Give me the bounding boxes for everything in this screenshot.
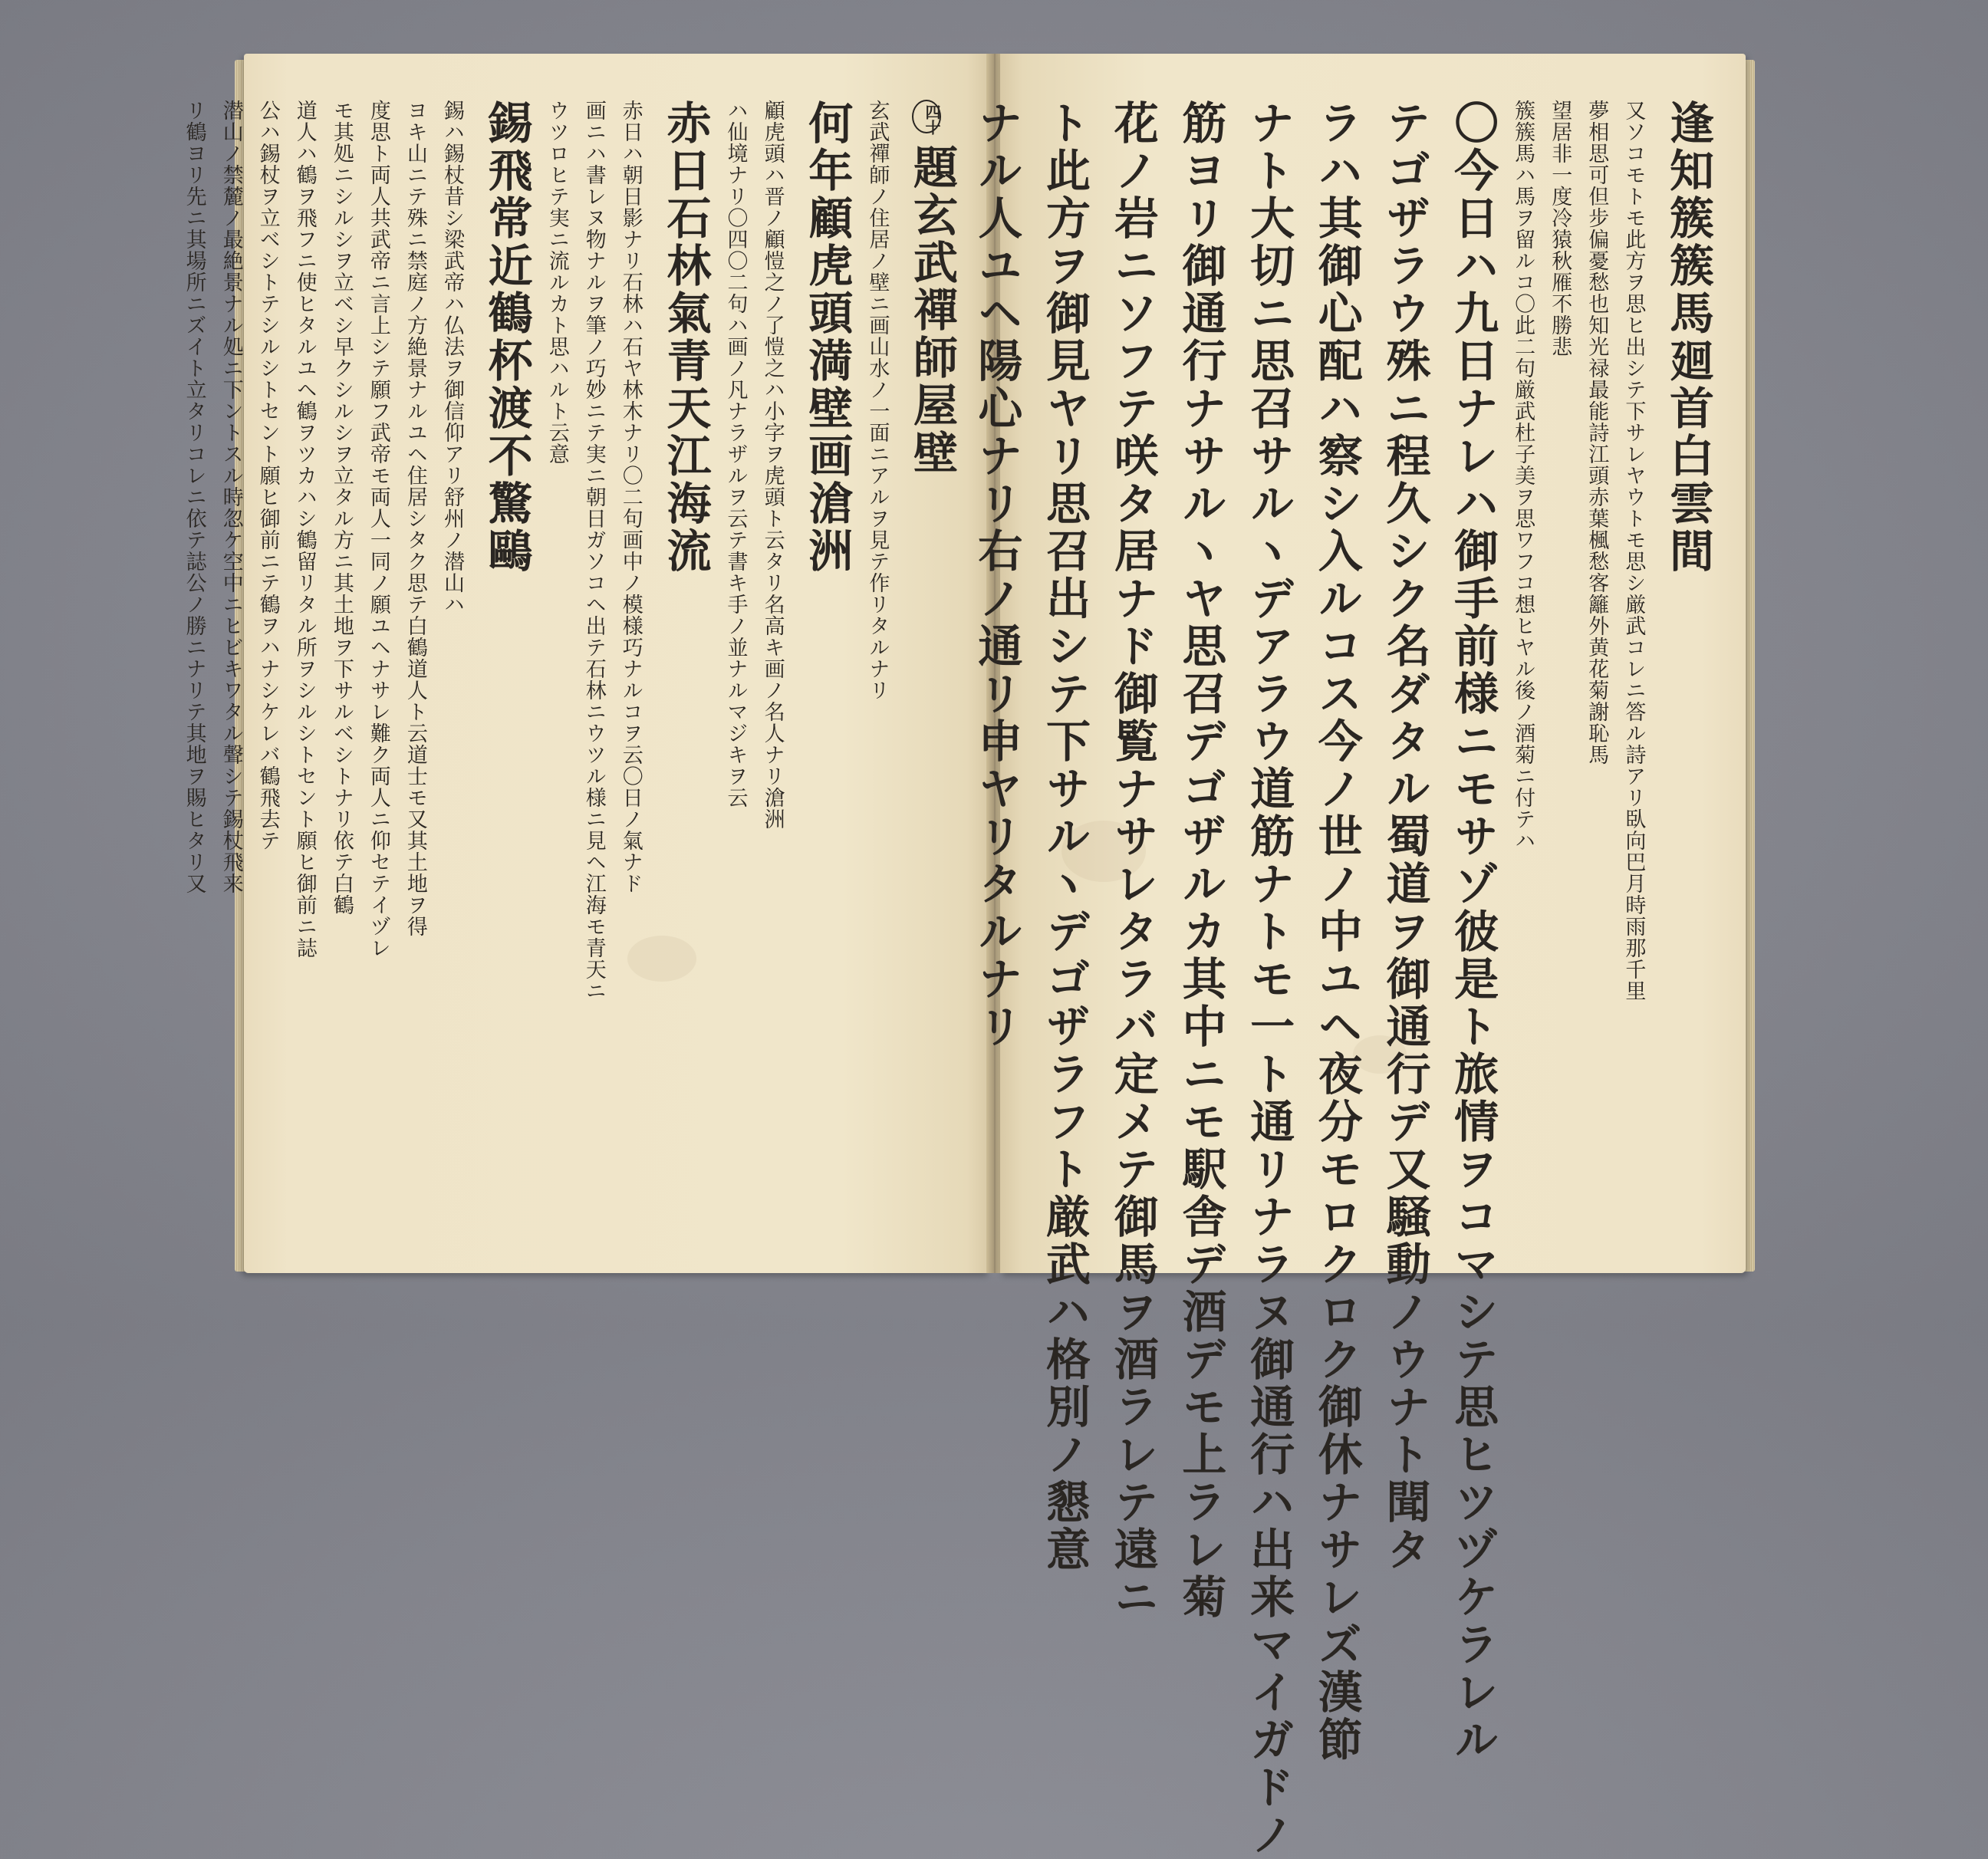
commentary-line: ハ仙境ナリ〇四〇二句ハ画ノ凡ナラザルヲ云テ書キ手ノ並ナルマジキヲ云 [723,100,748,808]
poem-line [906,100,957,1227]
poem-line: 錫飛常近鶴杯渡不驚鷗 [480,100,533,575]
poem-line: 逢知簇簇馬廻首白雲間 [1662,100,1714,575]
poem-line: ナル人ユヘ陽心ナリ右ノ通リ申ヤリタルナリ [970,100,1023,1051]
poem-line: 花ノ岩ニソフテ咲タ居ナド御覧ナサレタラバ定メテ御馬ヲ酒ラレテ遠ニ [1106,100,1159,1621]
right-page-text [970,100,1718,1859]
commentary-line: 度思ト両人共武帝ニ言上シテ願フ武帝モ両人一同ノ願ユヘナサレ難ク両人ニ仰セテイヅレ [366,100,390,959]
commentary-line: 望居非一度冷猿秋雁不勝悲 [1548,100,1572,357]
commentary-line: 夢相思可但步偏憂愁也知光禄最能詩江頭赤葉楓愁客籬外黄花菊謝恥馬 [1585,100,1609,765]
commentary-line: 画ニハ書レヌ物ナルヲ筆ノ巧妙ニテ実ニ朝日ガソコヘ出テ石林ニウツル様ニ見ヘ江海モ青天ニ [581,100,606,1002]
circled-mark: 四十 [912,100,941,133]
poem-title-text: 題玄武禪師屋壁 [906,144,958,477]
commentary-line: 道人ハ鶴ヲ飛フニ使ヒタルユヘ鶴ヲツカハシ鶴留リタル所ヲシルシトセント願ヒ御前ニ誌 [292,100,317,959]
poem-line: ラハ其御心配ハ察シ入ルコス今ノ世ノ中ユヘ夜分モロクロク御休ナサレズ漢節 [1310,100,1363,1764]
commentary-line: モ其処ニシルシヲ立ベシ早クシルシヲ立タル方ニ其土地ヲ下サルベシトナリ依テ白鶴 [329,100,354,916]
commentary-line: 錫ハ錫杖昔シ梁武帝ハ仏法ヲ御信仰アリ舒州ノ潜山ハ [439,100,464,615]
right-page [970,54,1746,1859]
poem-line: 〇今日ハ九日ナレハ御手前様ニモサゾ彼是ト旅情ヲコマシテ思ヒツヅケラレル [1447,100,1499,1764]
commentary-line: ウツロヒテ実ニ流ルカト思ハルト云意 [545,100,569,465]
commentary-line: 玄武禪師ノ住居ノ壁ニ画山水ノ一面ニアルヲ見テ作リタルナリ [865,100,890,701]
poem-line: 赤日石林氣青天江海流 [659,100,712,575]
commentary-line: リ鶴ヨリ先ニ其場所ニズイト立タリコレニ依テ誌公ノ勝ニナリテ其地ヲ賜ヒタリ又 [182,100,206,894]
poem-line: ト此方ヲ御見ヤリ思召出シテ下サルヽデゴザラフト厳武ハ格別ノ懇意 [1038,100,1091,1574]
poem-line: テゴザラウ殊ニ程久シク名ダタル蜀道ヲ御通行デ又騒動ノウナト聞タ [1378,100,1431,1574]
commentary-line: 又ソコモトモ此方ヲ思ヒ出シテ下サレヤウトモ思シ厳武コレニ答ル詩アリ臥向巴月時雨那千里 [1621,100,1646,1002]
commentary-line: 簇簇馬ハ馬ヲ留ルコ〇此二句厳武杜子美ヲ思ワフコ想ヒヤル後ノ酒菊ニ付テハ [1511,100,1535,851]
commentary-line: ヨキ山ニテ殊ニ禁庭ノ方絶景ナルユヘ住居シタク思テ白鶴道人ト云道士モ又其土地ヲ得 [403,100,427,937]
poem-line: 筋ヨリ御通行ナサルヽヤ思召デゴザルカ其中ニモ駅舎デ酒デモ上ラレ菊 [1174,100,1227,1621]
poem-line: ナト大切ニ思召サルヽデアラウ道筋ナトモ一ト通リナラヌ御通行ハ出来マイガドノ [1242,100,1295,1859]
commentary-line: 潜山ノ禁麓ノ最絶景ナル処ニ下ントスル時忽ケ空中ニヒビキワタル聲シテ錫杖飛来 [219,100,243,894]
left-page-text [182,100,962,1227]
poem-line: 何年顧虎頭満壁画滄洲 [801,100,854,575]
commentary-line: 赤日ハ朝日影ナリ石林ハ石ヤ林木ナリ〇二句画中ノ模様巧ナルコヲ云〇日ノ氣ナド [618,100,643,894]
commentary-line: 公ハ錫杖ヲ立ベシトテシルシトセント願ヒ御前ニテ鶴ヲハナシケレバ鶴飛去テ [255,100,280,851]
commentary-line: 顧虎頭ハ晋ノ顧愷之ノ了愷之ハ小字ヲ虎頭ト云タリ名高キ画ノ名人ナリ滄洲 [760,100,785,830]
left-page [182,54,989,1273]
